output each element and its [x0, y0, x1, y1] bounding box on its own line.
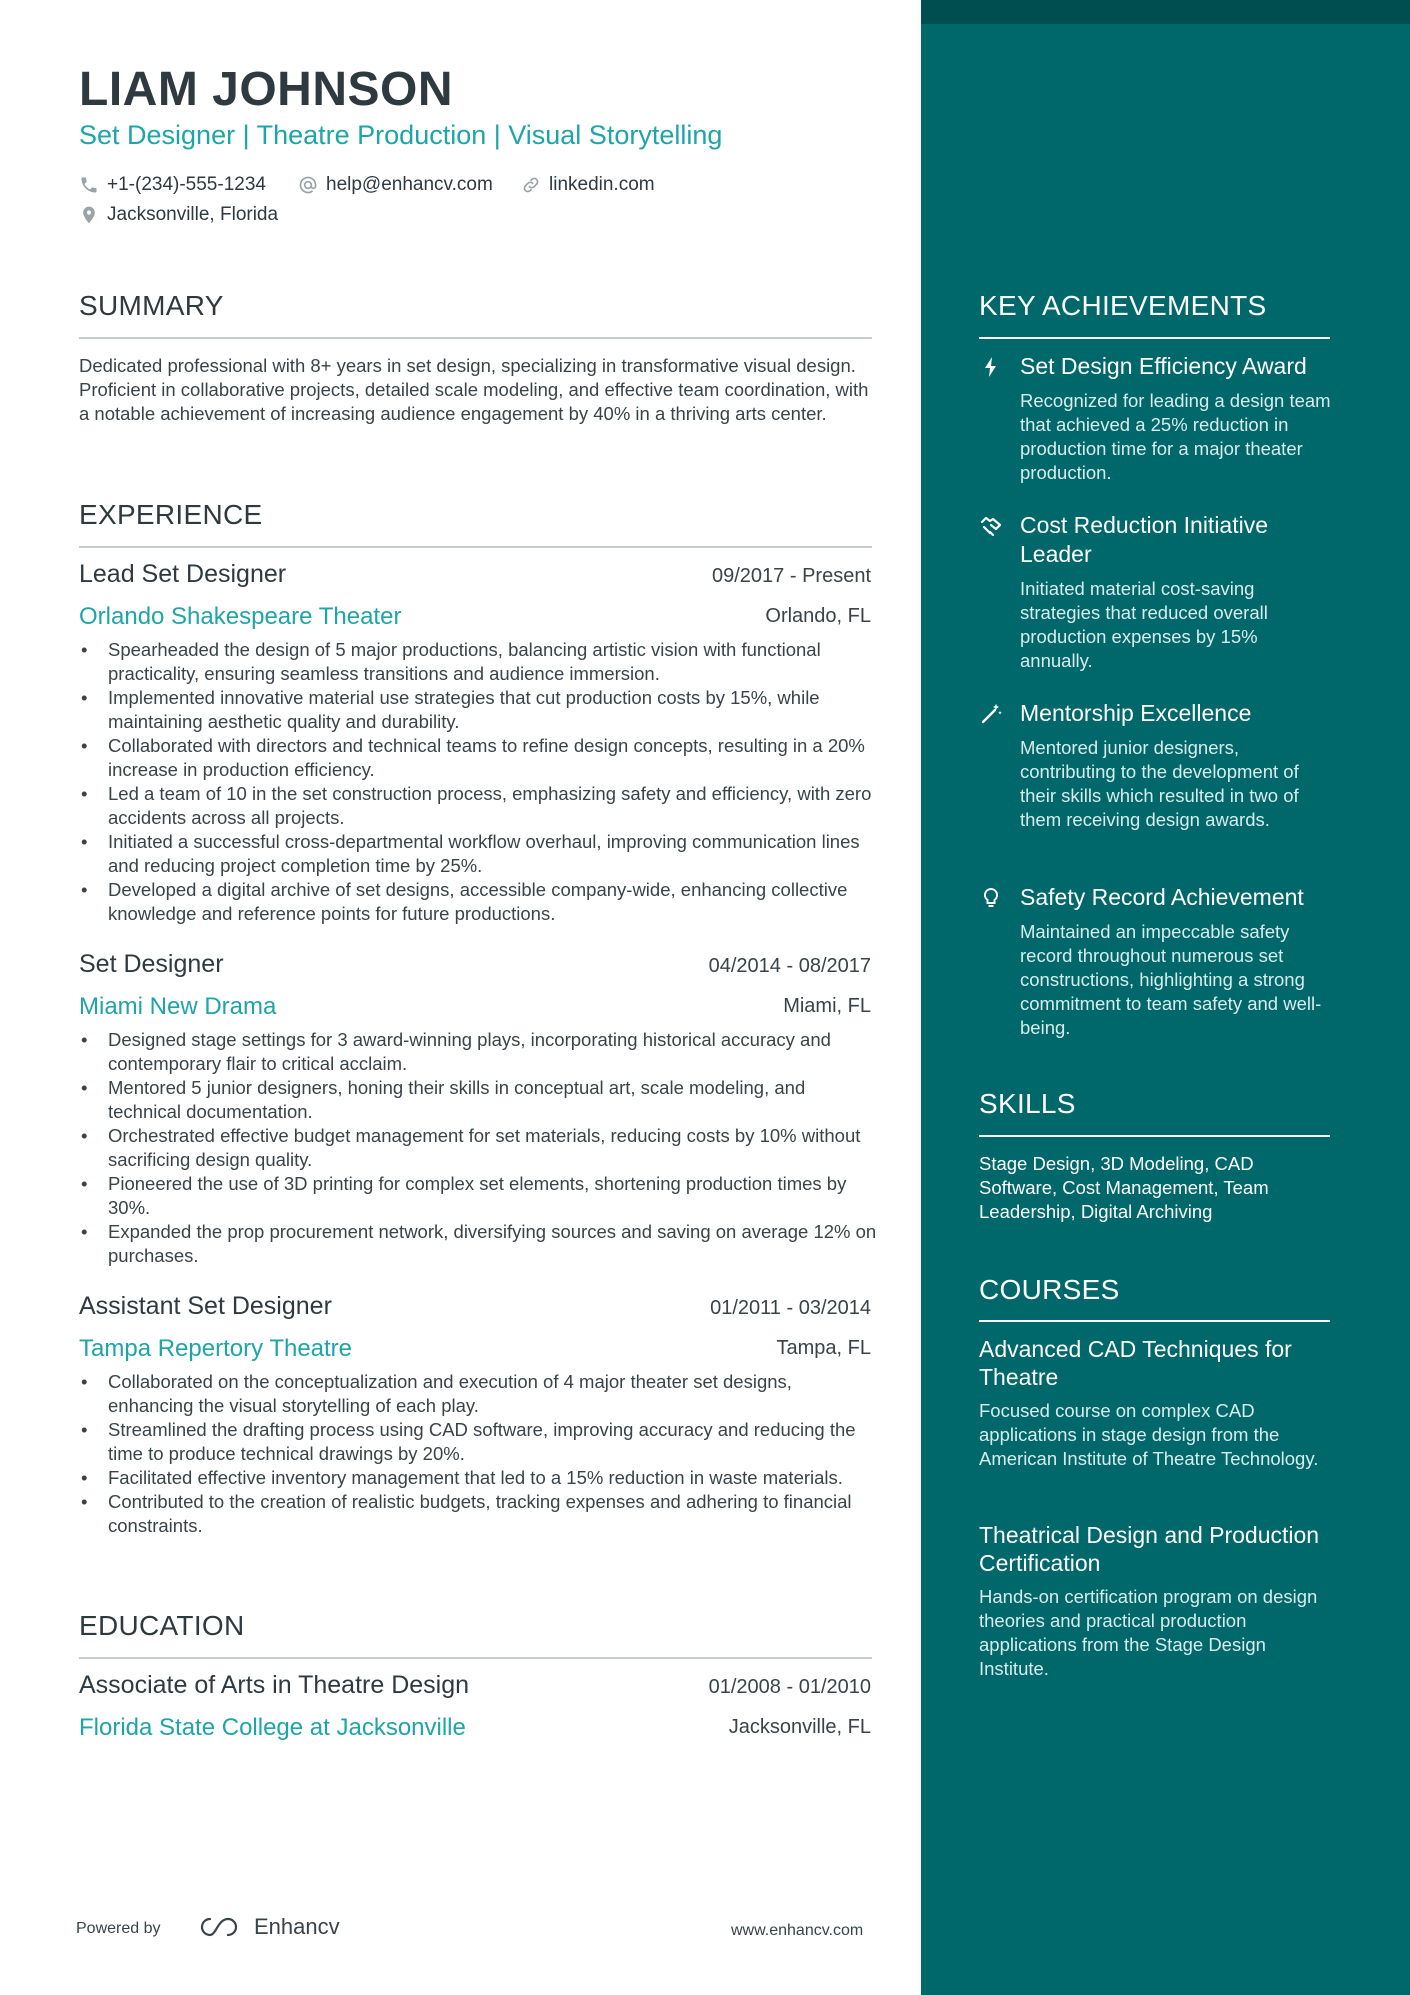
job-bullets: [79, 638, 879, 926]
bullet-item: • Streamlined the drafting process using CAD software, improving accuracy and reducing the time to produce technical drawings by 20%.: [79, 1418, 879, 1466]
linkedin-text: linkedin.com: [549, 174, 655, 195]
bullet-item: • Orchestrated effective budget management for set materials, reducing costs by 10% without sacrificing design quality.: [79, 1124, 879, 1172]
lightbulb-icon: [979, 886, 1003, 910]
skills-divider: [979, 1135, 1330, 1137]
job-location: Tampa, FL: [776, 1337, 871, 1359]
headline: Set Designer | Theatre Production | Visual Storytelling: [79, 120, 723, 150]
achievement-title: Safety Record Achievement: [1020, 884, 1304, 910]
bullet-item: • Designed stage settings for 3 award-winning plays, incorporating historical accuracy and contemporary flair to critical acclaim.: [79, 1028, 879, 1076]
phone-text: +1-(234)-555-1234: [107, 174, 266, 195]
job-dates: 04/2014 - 08/2017: [708, 955, 871, 977]
job-title: Lead Set Designer: [79, 560, 287, 588]
job-bullets: [79, 1370, 879, 1538]
achievements-divider: [979, 337, 1330, 339]
job-dates: 01/2011 - 03/2014: [710, 1297, 871, 1319]
bullet-item: • Mentored 5 junior designers, honing their skills in conceptual art, scale modeling, and technical documentation.: [79, 1076, 879, 1124]
bullet-item: • Collaborated on the conceptualization and execution of 4 major theater set designs, enhancing the visual storytelling of each play.: [79, 1370, 879, 1418]
powered-by-label: Powered by: [76, 1920, 161, 1937]
bullet-item: • Contributed to the creation of realistic budgets, tracking expenses and adhering to financial constraints.: [79, 1490, 879, 1538]
job-location: Orlando, FL: [765, 605, 871, 627]
course-desc: Focused course on complex CAD applications in stage design from the American Institute of Theatre Technology.: [979, 1400, 1319, 1469]
degree-title: Associate of Arts in Theatre Design: [79, 1671, 470, 1699]
location-pin-icon: [79, 205, 99, 225]
bullet-item: • Expanded the prop procurement network, diversifying sources and saving on average 12% on purchases.: [79, 1220, 879, 1268]
skills-list: Stage Design, 3D Modeling, CAD Software, Cost Management, Team Leadership, Digital Archiving: [979, 1153, 1269, 1222]
job-title: Assistant Set Designer: [79, 1292, 332, 1320]
bullet-item: • Facilitated effective inventory management that led to a 15% reduction in waste materials.: [79, 1466, 879, 1490]
achievement-desc: Initiated material cost-saving strategies that reduced overall production expenses by 15% annually.: [1020, 578, 1268, 671]
achievement-desc: Recognized for leading a design team that achieved a 25% reduction in production time for a major theater production.: [1020, 390, 1331, 483]
bullet-item: • Developed a digital archive of set designs, accessible company-wide, enhancing collective knowledge and reference points for future productions.: [79, 878, 879, 926]
education-divider: [79, 1657, 872, 1659]
phone-icon: [79, 175, 99, 195]
bullet-item: • Spearheaded the design of 5 major productions, balancing artistic vision with functional practicality, ensuring seamless transitions and audience immersion.: [79, 638, 879, 686]
achievement-desc: Maintained an impeccable safety record throughout numerous set constructions, highlighting a strong commitment to team safety and well-being.: [1020, 921, 1322, 1038]
education-heading: EDUCATION: [79, 1610, 245, 1641]
sidebar-top-bar: [921, 0, 1410, 24]
job-title: Set Designer: [79, 950, 224, 978]
job-bullets: [79, 1028, 879, 1268]
email-contact[interactable]: [298, 174, 493, 196]
sidebar: [921, 0, 1410, 1995]
lightning-icon: [979, 355, 1003, 379]
bullet-item: • Initiated a successful cross-departmental workflow overhaul, improving communication lines and reducing project completion time by 25%.: [79, 830, 879, 878]
summary-text: Dedicated professional with 8+ years in set design, specializing in transformative visual design. Proficient in collaborative projects, detailed scale modeling, and effective team coordination, with a notable achievement of increasing audience engagement by 40% in a thriving arts center.: [79, 355, 869, 424]
candidate-name: LIAM JOHNSON: [79, 63, 454, 116]
education-dates: 01/2008 - 01/2010: [708, 1676, 871, 1698]
experience-heading: EXPERIENCE: [79, 499, 263, 530]
magic-wand-icon: [979, 702, 1003, 726]
handshake-icon: [979, 514, 1003, 538]
enhancv-logo[interactable]: [196, 1914, 340, 1940]
bullet-item: • Collaborated with directors and technical teams to refine design concepts, resulting in a 20% increase in production efficiency.: [79, 734, 879, 782]
bullet-item: • Led a team of 10 in the set construction process, emphasizing safety and efficiency, with zero accidents across all projects.: [79, 782, 879, 830]
enhancv-logo-icon: [196, 1914, 242, 1940]
courses-heading: COURSES: [979, 1274, 1120, 1305]
achievement-desc: Mentored junior designers, contributing to the development of their skills which resulted in two of them receiving design awards.: [1020, 737, 1299, 830]
company-name: Miami New Drama: [79, 993, 277, 1020]
bullet-item: • Pioneered the use of 3D printing for complex set elements, shortening production times by 30%.: [79, 1172, 879, 1220]
course-desc: Hands-on certification program on design theories and practical production applications from the Stage Design Institute.: [979, 1586, 1318, 1679]
summary-divider: [79, 337, 872, 339]
at-icon: [298, 175, 318, 195]
summary-heading: SUMMARY: [79, 290, 224, 321]
company-name: Tampa Repertory Theatre: [79, 1335, 353, 1362]
phone-contact: [79, 174, 266, 196]
achievement-title: Mentorship Excellence: [1020, 700, 1252, 726]
location-text: Jacksonville, Florida: [107, 204, 279, 225]
courses-divider: [979, 1320, 1330, 1322]
footer-url[interactable]: www.enhancv.com: [731, 1922, 864, 1939]
linkedin-contact[interactable]: [521, 174, 655, 196]
company-name: Orlando Shakespeare Theater: [79, 603, 402, 630]
link-icon: [521, 175, 541, 195]
job-location: Miami, FL: [783, 995, 871, 1017]
course-title: Advanced CAD Techniques for Theatre: [979, 1336, 1292, 1390]
achievements-heading: KEY ACHIEVEMENTS: [979, 290, 1267, 321]
school-name: Florida State College at Jacksonville: [79, 1714, 466, 1741]
achievement-title: Set Design Efficiency Award: [1020, 353, 1307, 379]
job-dates: 09/2017 - Present: [712, 565, 871, 587]
location-contact: [79, 204, 278, 226]
education-location: Jacksonville, FL: [728, 1716, 871, 1738]
course-title: Theatrical Design and Production Certification: [979, 1522, 1320, 1576]
enhancv-brand-text: Enhancv: [254, 1914, 340, 1939]
experience-divider: [79, 546, 872, 548]
achievement-title: Cost Reduction Initiative Leader: [1020, 512, 1269, 567]
bullet-item: • Implemented innovative material use strategies that cut production costs by 15%, while maintaining aesthetic quality and durability.: [79, 686, 879, 734]
skills-heading: SKILLS: [979, 1088, 1076, 1119]
email-text: help@enhancv.com: [326, 174, 493, 195]
